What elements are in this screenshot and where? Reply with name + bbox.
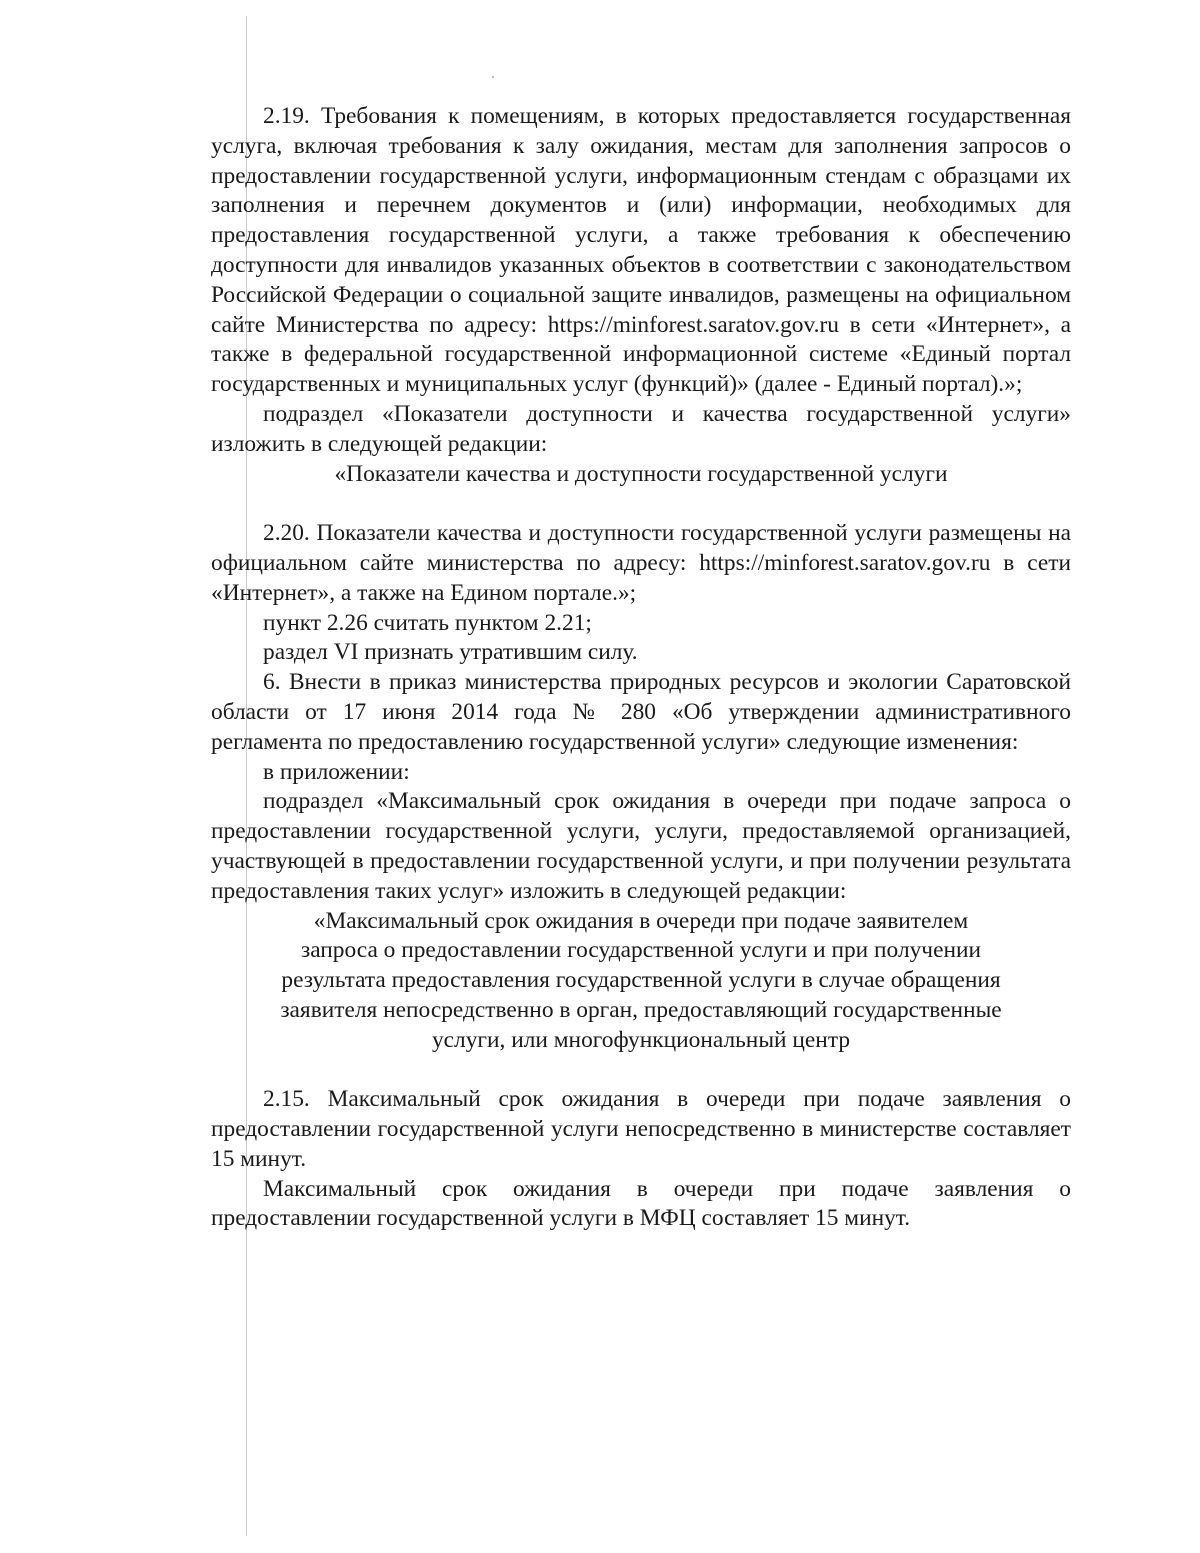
heading-quality-indicators: «Показатели качества и доступности государственной услуги [334, 460, 948, 487]
paragraph-item-6: 6. Внести в приказ министерства природных ресурсов и экологии Саратовской области от 17 июня 2014 года № 280 «Об утверждении административного регламента по предоставлению государственной услуги» следующие изменения: [211, 669, 1071, 755]
paragraph-section-vi: раздел VI признать утратившим силу. [263, 639, 638, 666]
heading-waiting-time [211, 907, 1071, 1056]
paragraph-2-20: 2.20. Показатели качества и доступности государственной услуги размещены на официальном сайте министерства по адресу: https://minforest.saratov.gov.ru в сети «Интернет», а также на Едином портале.»; [211, 520, 1071, 606]
heading-line: заявителя непосредственно в орган, предоставляющий государственные [280, 996, 1002, 1023]
paragraph-subsection-waiting-time: подраздел «Максимальный срок ожидания в очереди при подаче запроса о предоставлении государственной услуги, услуги, предоставляемой организацией, участвующей в предоставлении государственной услуги, и при получении результата предоставления таких услуг» изложить в следующей редакции: [211, 788, 1071, 904]
document-body [211, 102, 1071, 1234]
heading-line: запроса о предоставлении государственной услуги и при получении [300, 937, 982, 964]
scan-speck [492, 76, 494, 78]
paragraph-point-2-26: пункт 2.26 считать пунктом 2.21; [263, 609, 592, 636]
paragraph-in-appendix: в приложении: [263, 758, 410, 785]
paragraph-subsection-indicators: подраздел «Показатели доступности и качества государственной услуги» изложить в следующей редакции: [211, 400, 1071, 457]
paragraph-mfc-waiting-time: Максимальный срок ожидания в очереди при подаче заявления о предоставлении государственной услуги в МФЦ составляет 15 минут. [211, 1175, 1071, 1232]
heading-line: результата предоставления государственной услуги в случае обращения [281, 967, 1001, 994]
heading-line: услуги, или многофункциональный центр [431, 1026, 851, 1053]
paragraph-2-19: 2.19. Требования к помещениям, в которых предоставляется государственная услуга, включая требования к залу ожидания, местам для заполнения запросов о предоставлении государственной услуги, информационным стендам с образцами их заполнения и перечнем документов и (или) информации, необходимых для предоставления государственной услуги, а также требования к обеспечению доступности для инвалидов указанных объектов в соответствии с законодательством Российской Федерации о социальной защите инвалидов, размещены на официальном сайте Министерства по адресу: https://minforest.saratov.gov.ru в сети «Интернет», а также в федеральной государственной информационной системе «Единый портал государственных и муниципальных услуг (функций)» (далее - Единый портал).»; [211, 103, 1071, 398]
paragraph-2-15: 2.15. Максимальный срок ожидания в очереди при подаче заявления о предоставлении государственной услуги непосредственно в министерстве составляет 15 минут. [211, 1086, 1071, 1172]
heading-line: «Максимальный срок ожидания в очереди при подаче заявителем [313, 907, 969, 934]
